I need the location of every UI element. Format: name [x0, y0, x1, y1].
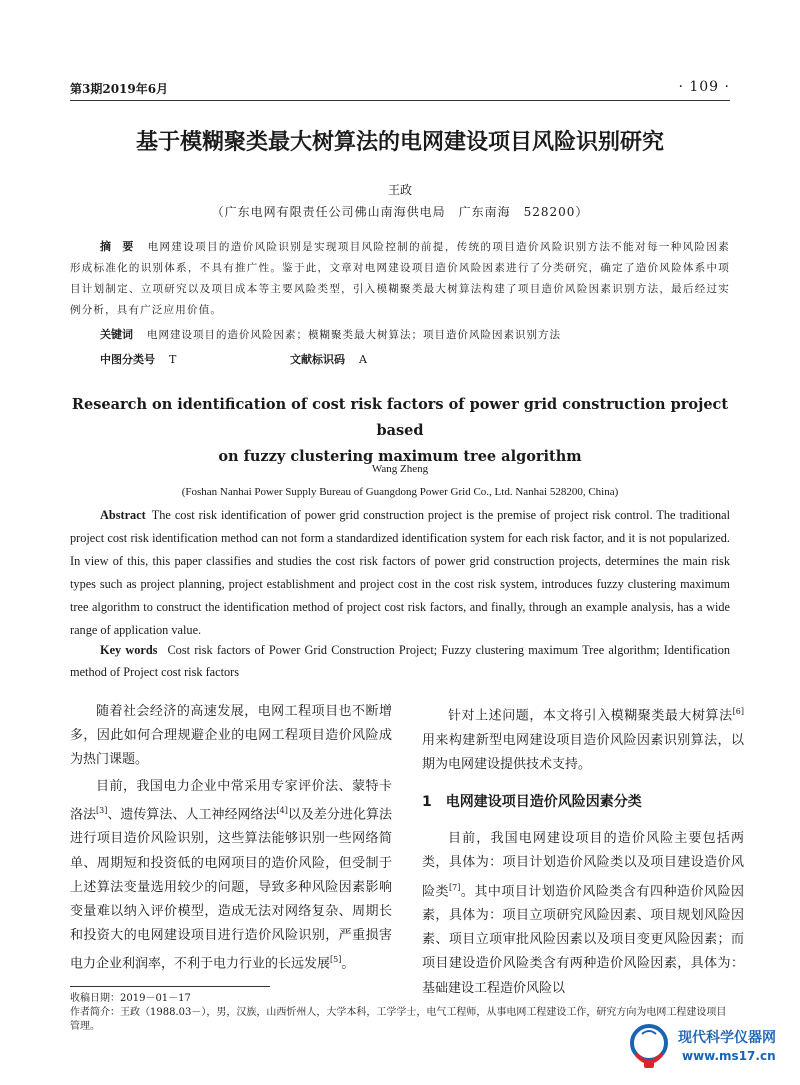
author-chinese: 王政 — [387, 183, 412, 197]
abstract-label-cn: 摘 要 — [100, 240, 134, 253]
title-english — [60, 392, 740, 470]
document-code — [290, 351, 367, 367]
doc-code-label: 文献标识码 — [290, 353, 345, 366]
abstract-english — [70, 504, 730, 642]
abstract-chinese — [70, 236, 730, 321]
keywords-english — [70, 639, 730, 683]
body-paragraph: 针对上述问题，本文将引入模糊聚类最大树算法[6]用来构建新型电网建设项目造价风险因素识别算法，以期为电网建设提供技术支持。 — [422, 707, 744, 772]
affiliation-chinese: （广东电网有限责任公司佛山南海供电局 广东南海 528200） — [211, 205, 589, 219]
keywords-label-en: Key words — [100, 643, 158, 657]
body-column-left — [70, 700, 392, 977]
title-english-line-2: on fuzzy clustering maximum tree algorithm — [218, 448, 582, 465]
citation-ref[interactable]: [5] — [330, 955, 342, 965]
body-paragraph: 目前，我国电网建设项目的造价风险主要包括两类，具体为：项目计划造价风险类以及项目建设造价风险类[7]。其中项目计划造价风险类含有四种造价风险因素，具体为：项目立项研究风险因素、项目规划风险因素、项目立项审批风险因素以及项目变更风险因素；而项目建设造价风险类含有两种造价风险因素，具体为：基础建设工程造价风险以 — [422, 831, 744, 996]
doc-code-value: A — [359, 353, 367, 366]
citation-ref[interactable]: [4] — [276, 805, 288, 815]
clc-value: T — [169, 353, 177, 366]
title-chinese: 基于模糊聚类最大树算法的电网建设项目风险识别研究 — [135, 129, 664, 155]
bulb-logo-icon — [632, 1026, 666, 1068]
clc-label: 中图分类号 — [100, 353, 155, 366]
citation-ref[interactable]: [6] — [732, 707, 744, 716]
page-number: · 109 · — [678, 79, 730, 95]
title-english-line-1: Research on identification of cost risk factors of power grid construction project based — [71, 396, 729, 439]
citation-ref[interactable]: [7] — [449, 882, 461, 892]
watermark-url[interactable]: www.ms17.cn — [682, 1049, 776, 1063]
keywords-text-cn: 电网建设项目的造价风险因素；模糊聚类最大树算法；项目造价风险因素识别方法 — [147, 329, 561, 341]
received-date: 收稿日期：2019－01－17 — [70, 993, 191, 1004]
body-column-right — [422, 700, 744, 1001]
citation-ref[interactable]: [3] — [96, 805, 108, 815]
section-heading: 1 电网建设项目造价风险因素分类 — [422, 793, 642, 810]
keywords-text-en: Cost risk factors of Power Grid Construction Project; Fuzzy clustering maximum Tree algorithm; Identification method of Project cost risk factors — [70, 643, 730, 679]
clc-number — [100, 351, 176, 367]
keywords-label-cn: 关键词 — [100, 328, 133, 341]
author-english: Wang Zheng — [371, 463, 429, 475]
author-bio: 作者简介：王政（1988.03－），男，汉族，山西忻州人，大学本科，工学学士，电气工程师，从事电网工程建设工作，研究方向为电网工程建设项目管理。 — [70, 1007, 727, 1032]
header-rule — [70, 100, 730, 101]
abstract-text-cn: 电网建设项目的造价风险识别是实现项目风险控制的前提，传统的项目造价风险识别方法不能对每一种风险因素形成标准化的识别体系，不具有推广性。鉴于此，文章对电网建设项目造价风险因素进行了分类研究，确定了造价风险体系中项目计划制定、立项研究以及项目成本等主要风险类型，引入模糊聚类最大树算法构建了项目造价风险因素识别方法，最后经过实例分析，具有广泛应用价值。 — [70, 241, 730, 316]
abstract-label-en: Abstract — [100, 508, 146, 522]
body-paragraph: 目前，我国电力企业中常采用专家评价法、蒙特卡洛法[3]、遗传算法、人工神经网络法[4]以及差分进化算法进行项目造价风险识别，这些算法能够识别一些网络简单、周期短和投资低的电网项目的造价风险，但受制于上述算法变量选用较少的问题，导致多种风险因素影响变量难以纳入评价模型，造成无法对网络复杂、周期长和投资大的电网建设项目进行造价风险识别，严重损害电力企业利润率，不利于电力行业的长远发展[5]。 — [70, 778, 392, 972]
watermark-name: 现代科学仪器网 — [678, 1030, 776, 1046]
footnote-rule — [70, 986, 270, 987]
journal-issue: 第3期2019年6月 — [70, 82, 169, 96]
keywords-chinese — [100, 326, 730, 342]
body-paragraph: 随着社会经济的高速发展，电网工程项目也不断增多，因此如何合理规避企业的电网工程项目造价风险成为热门课题。 — [70, 704, 392, 768]
abstract-text-en: The cost risk identification of power grid construction project is the premise of project risk control. The traditional project cost risk identification method can not form a standardized identification system for each risk factor, and it is not popularized. In view of this, this paper classifies and studies the cost risk factors of power grid construction projects, determines the main risk types such as project planning, project establishment and project cost in the cost risk system, introduces fuzzy clustering maximum tree algorithm to construct the identification method of project cost risk factors, and finally, through an example analysis, has a wide range of application value. — [70, 508, 730, 637]
affiliation-english: (Foshan Nanhai Power Supply Bureau of Guangdong Power Grid Co., Ltd. Nanhai 528200, China) — [181, 486, 619, 498]
